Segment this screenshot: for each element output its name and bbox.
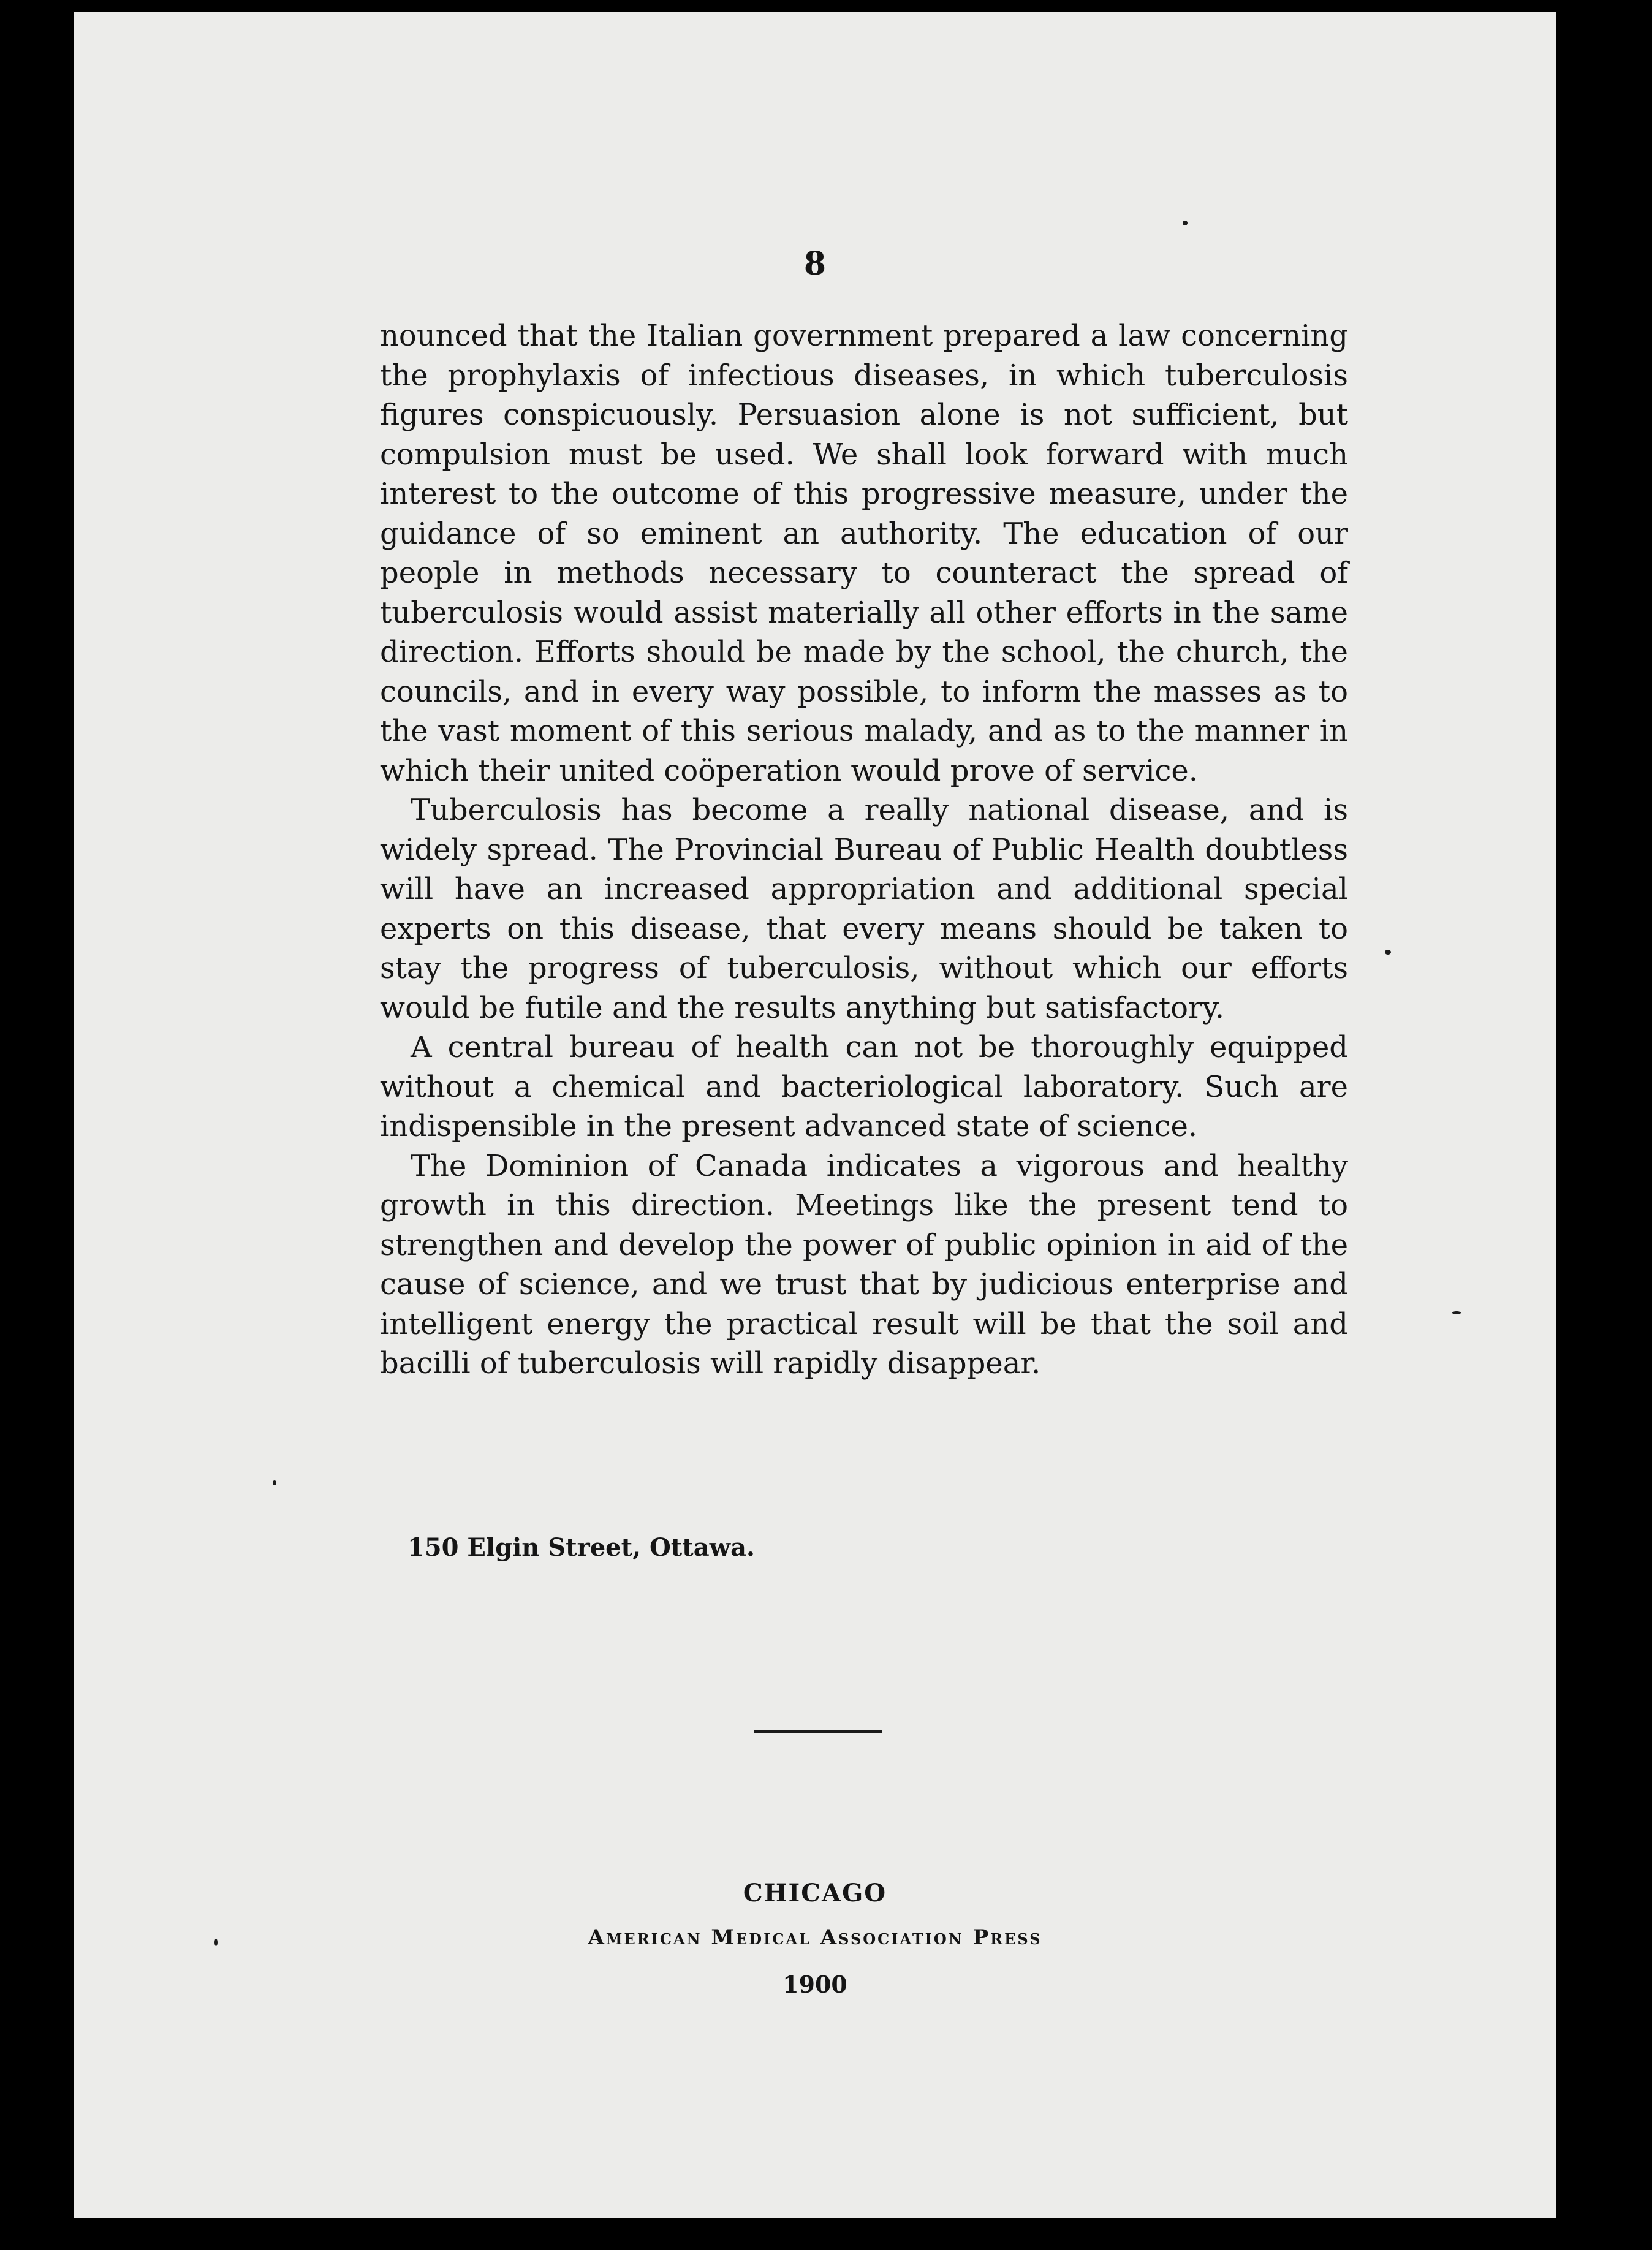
- page-number: 8: [803, 245, 827, 282]
- scanned-page: [74, 12, 1556, 2218]
- divider-rule: [754, 1730, 882, 1733]
- imprint-city: CHICAGO: [743, 1879, 887, 1907]
- paragraph: nounced that the Italian government prepared a law concerning the prophylaxis of infectious diseases, in which tuberculosis figures conspicuously. Persuasion alone is not sufficient, but compulsion must be used. We shall look forward with much interest to the outcome of this progressive measure, under the guidance of so eminent an authority. The education of our people in methods necessary to counteract the spread of tuberculosis would assist materially all other efforts in the same direction. Efforts should be made by the school, the church, the councils, and in every way possible, to inform the masses as to the vast moment of this serious malady, and as to the manner in which their united coöperation would prove of service.: [380, 319, 1348, 788]
- scan-speck: [1183, 221, 1188, 225]
- imprint-year: 1900: [782, 1971, 847, 1998]
- imprint-press: American Medical Association Press: [588, 1925, 1042, 1950]
- scan-speck: [1385, 950, 1391, 955]
- article-body: [380, 316, 1348, 1384]
- author-address: 150 Elgin Street, Ottawa.: [407, 1533, 755, 1562]
- scan-speck: [1452, 1311, 1461, 1314]
- paragraph: The Dominion of Canada indicates a vigorous and healthy growth in this direction. Meetings like the present tend to strengthen and develop the power of public opinion in aid of the cause of science, and we trust that by judicious enterprise and intelligent energy the practical result will be that the soil and bacilli of tuberculosis will rapidly disappear.: [380, 1148, 1348, 1381]
- scan-speck: [273, 1480, 276, 1485]
- paragraph: Tuberculosis has become a really national disease, and is widely spread. The Provincial Bureau of Public Health doubtless will have an increased appropriation and additional special experts on this disease, that every means should be taken to stay the progress of tuberculosis, without which our efforts would be futile and the results anything but satisfactory.: [380, 793, 1348, 1025]
- paragraph: A central bureau of health can not be thoroughly equipped without a chemical and bacteriological laboratory. Such are indispensible in the present advanced state of science.: [380, 1030, 1348, 1143]
